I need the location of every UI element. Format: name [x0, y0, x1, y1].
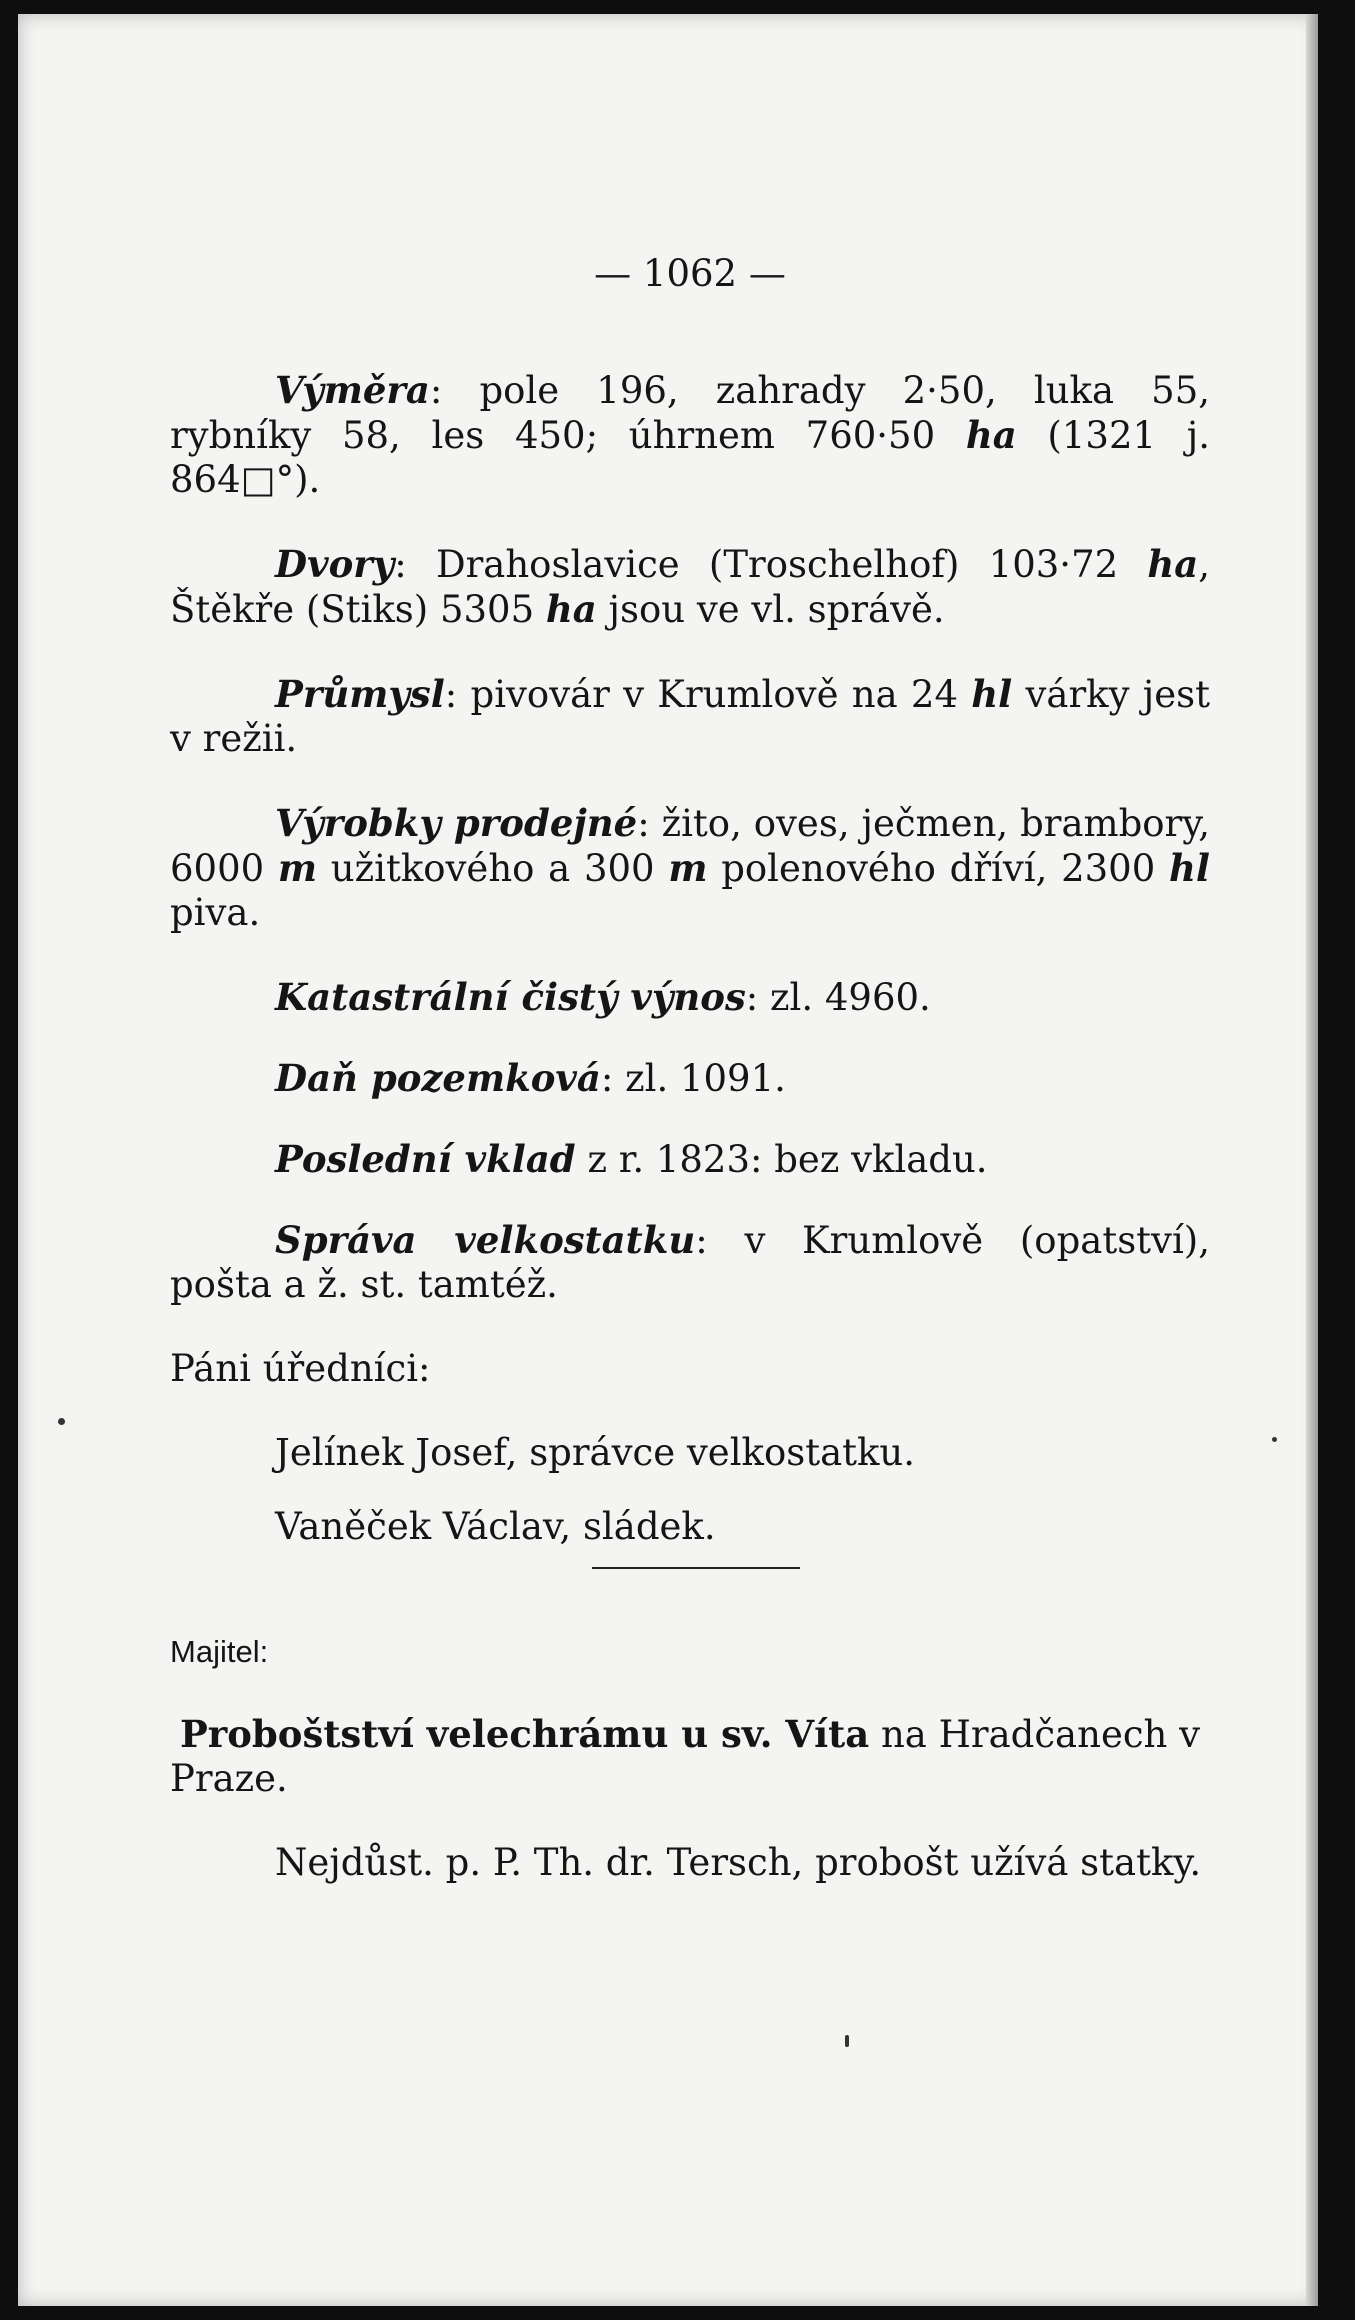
prumysl-label: Průmysl — [275, 672, 445, 716]
officials-heading: Páni úředníci: — [170, 1347, 431, 1390]
vklad-paragraph: Poslední vklad z r. 1823: bez vkladu. — [275, 1137, 988, 1181]
owner-note: Nejdůst. p. P. Th. dr. Tersch, probošt užívá statky. — [275, 1841, 1202, 1884]
scan-speck — [58, 1418, 65, 1425]
estate-details — [170, 368, 1210, 1549]
owner-heading: Majitel: — [170, 1634, 269, 1669]
owner-name-rest: na Hradčanech v Praze. — [170, 1713, 1201, 1800]
owner-name — [170, 1712, 1210, 1801]
owner-section — [170, 1630, 1210, 1885]
scan-speck — [1272, 1437, 1277, 1442]
sprava-label: Správa velkostatku — [275, 1218, 696, 1262]
section-divider — [592, 1567, 800, 1569]
official-person: Vaněček Václav, sládek. — [275, 1505, 716, 1548]
dan-label: Daň pozemková — [275, 1056, 601, 1100]
vynos-paragraph: Katastrální čistý výnos: zl. 4960. — [275, 975, 931, 1019]
vyrobky-paragraph: Výrobky prodejné: žito, oves, ječmen, brambory, 6000 m užitkového a 300 m polenového dříví, 2300 hl piva. — [170, 801, 1210, 934]
vynos-label: Katastrální čistý výnos — [275, 975, 746, 1019]
scan-speck — [845, 2035, 849, 2047]
vklad-label: Poslední vklad — [275, 1137, 576, 1181]
prumysl-paragraph: Průmysl: pivovár v Krumlově na 24 hl várky jest v režii. — [170, 672, 1210, 760]
owner-name-bold: Proboštství velechrámu u sv. Víta — [179, 1712, 870, 1756]
vymera-paragraph: Výměra: pole 196, zahrady 2·50, luka 55, rybníky 58, les 450; úhrnem 760·50 ha (1321 j. 864□°). — [170, 368, 1210, 501]
sprava-paragraph: Správa velkostatku: v Krumlově (opatství), pošta a ž. st. tamtéž. — [170, 1218, 1210, 1306]
dvory-label: Dvory — [275, 542, 395, 586]
page-binding-edge — [1306, 14, 1318, 2306]
vymera-label: Výměra — [275, 368, 430, 412]
vyrobky-label: Výrobky prodejné — [275, 801, 638, 845]
page-number: — 1062 — — [594, 252, 786, 295]
dvory-paragraph: Dvory: Drahoslavice (Troschelhof) 103·72 ha, Štěkře (Stiks) 5305 ha jsou ve vl. správě. — [170, 542, 1210, 631]
official-person: Jelínek Josef, správce velkostatku. — [275, 1431, 916, 1474]
dan-paragraph: Daň pozemková: zl. 1091. — [275, 1056, 786, 1100]
